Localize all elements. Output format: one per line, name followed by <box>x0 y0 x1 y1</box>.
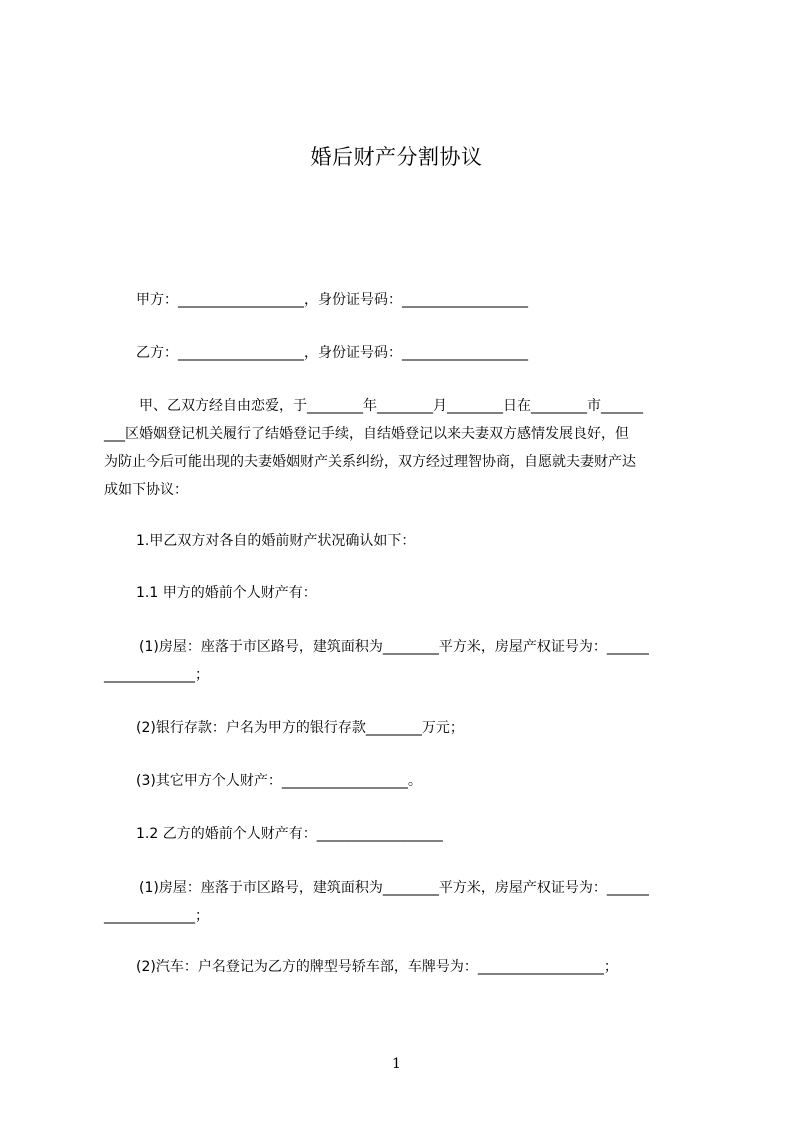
party-a-deposit-line: (2)银行存款：户名为甲方的银行存款________万元； <box>136 720 464 736</box>
party-a-other-line: (3)其它甲方个人财产：__________________。 <box>136 773 422 789</box>
party-b-line: 乙方：__________________，身份证号码：__________________ <box>136 345 528 361</box>
page-number: 1 <box>392 1056 401 1072</box>
intro-line-2: ___区婚姻登记机关履行了结婚登记手续，自结婚登记以来夫妻双方感情发展良好，但 <box>104 426 629 442</box>
party-b-house-line-1: (1)房屋：座落于市区路号，建筑面积为________平方米，房屋产权证号为：______ <box>139 880 649 896</box>
intro-line-3: 为防止今后可能出现的夫妻婚姻财产关系纠纷，双方经过理智协商，自愿就夫妻财产达 <box>104 454 636 470</box>
clause-1-heading: 1.甲乙双方对各自的婚前财产状况确认如下： <box>136 533 416 549</box>
party-b-house-line-2: _____________； <box>104 908 209 924</box>
party-a-line: 甲方：__________________，身份证号码：__________________ <box>136 292 528 308</box>
party-b-car-line: (2)汽车：户名登记为乙方的牌型号轿车部，车牌号为：__________________； <box>136 959 618 975</box>
clause-1-1-heading: 1.1 甲方的婚前个人财产有： <box>136 585 317 601</box>
party-a-house-line-1: (1)房屋：座落于市区路号，建筑面积为________平方米，房屋产权证号为：______ <box>139 639 649 655</box>
intro-line-1: 甲、乙双方经自由恋爱，于________年________月________日在________市______ <box>139 398 643 414</box>
clause-1-2-heading: 1.2 乙方的婚前个人财产有：__________________ <box>136 826 443 842</box>
document-title: 婚后财产分割协议 <box>310 145 483 169</box>
party-a-house-line-2: _____________； <box>104 667 209 683</box>
intro-line-4: 成如下协议： <box>104 482 188 498</box>
